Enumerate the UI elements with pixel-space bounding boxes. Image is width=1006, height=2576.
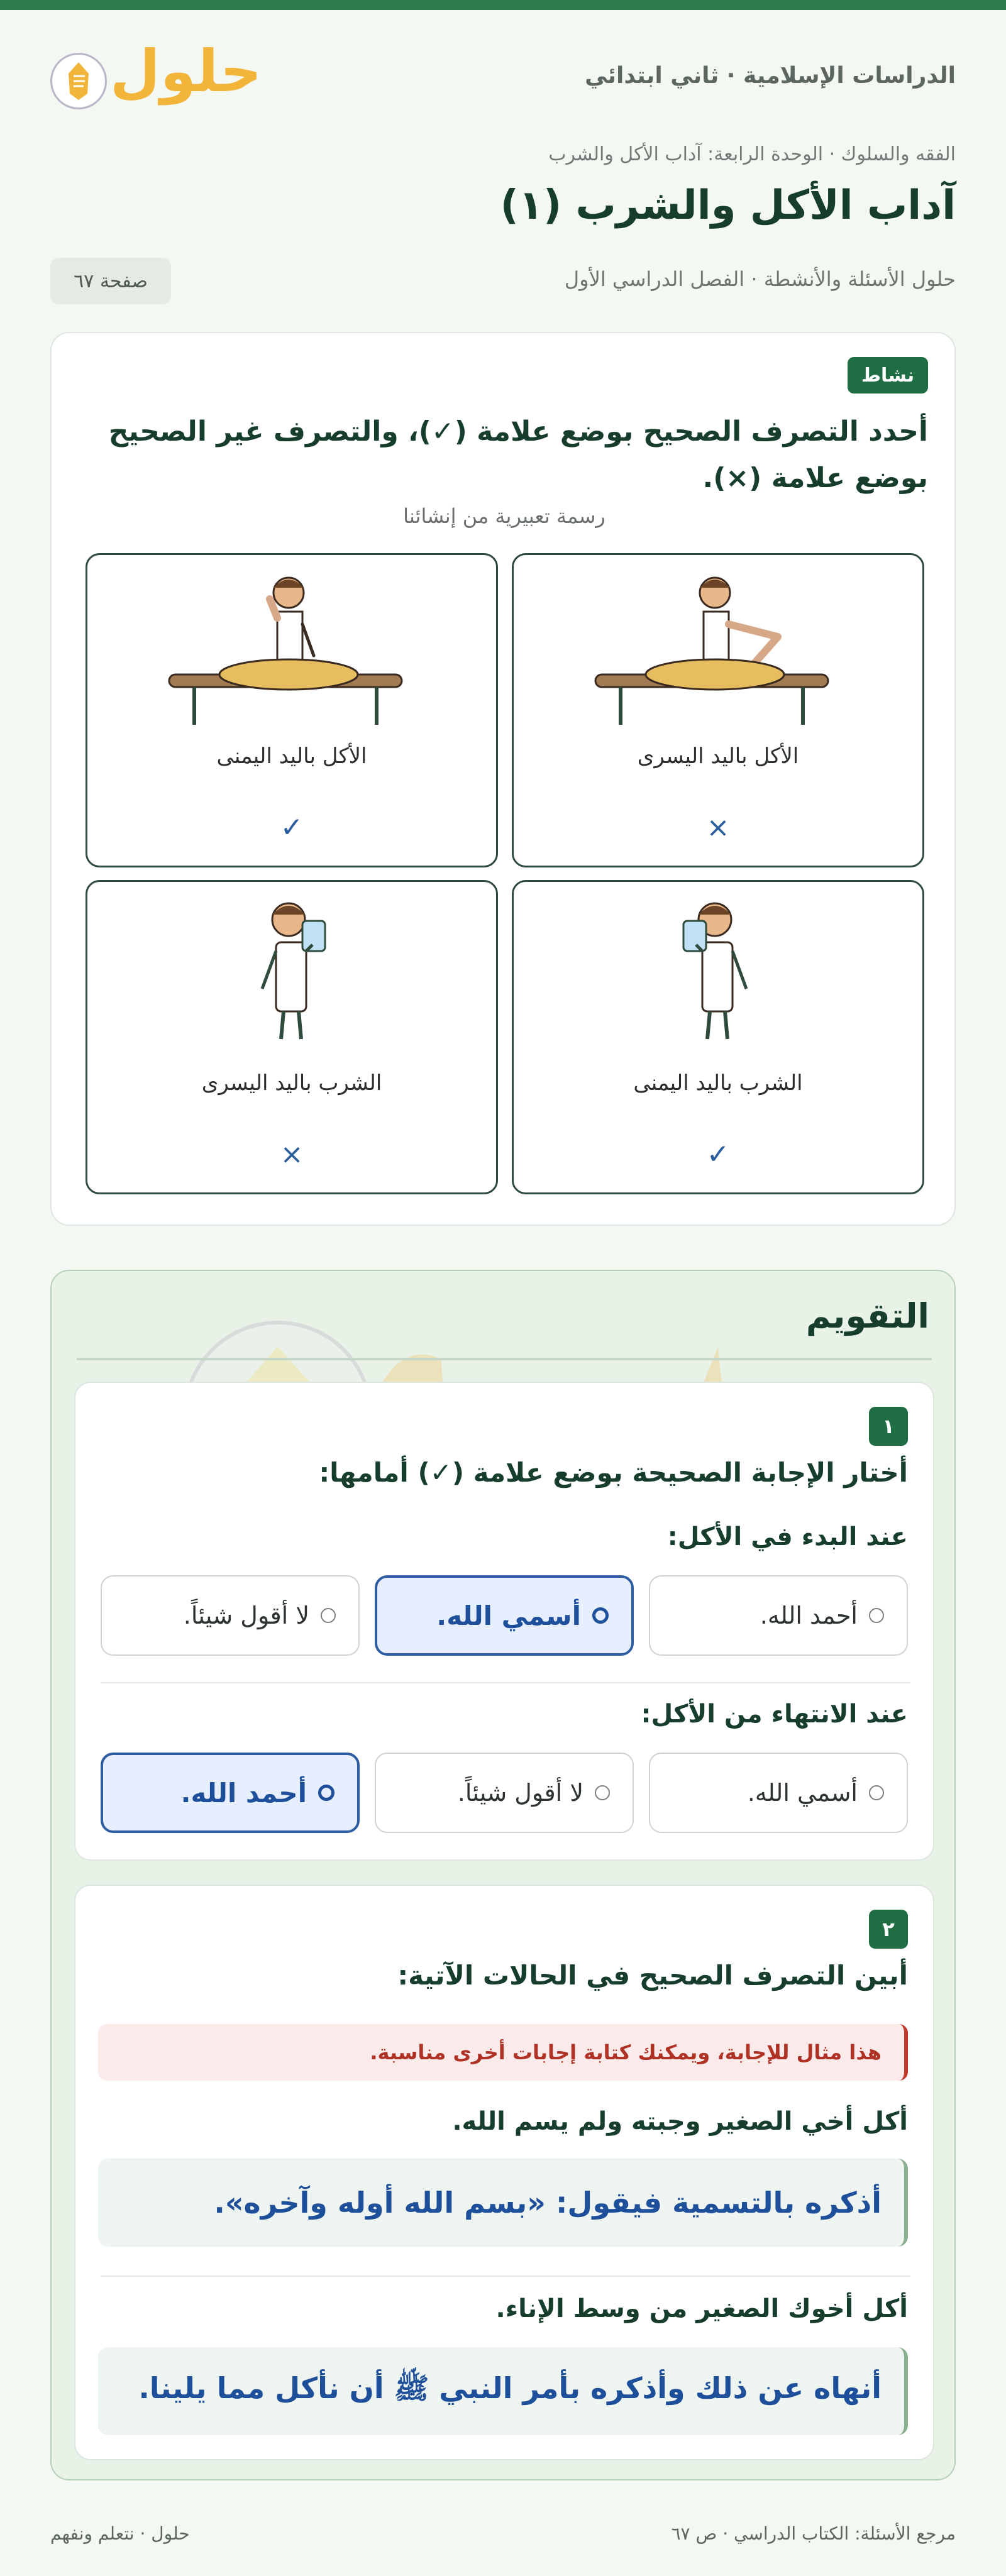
situation-text: أكل أخوك الصغير من وسط الإناء. — [495, 2294, 908, 2323]
drinking-illustration-icon — [87, 882, 496, 1071]
answer-option-selected[interactable] — [101, 1753, 360, 1833]
activity-card — [50, 332, 956, 1226]
option-label: أسمي الله. — [436, 1600, 581, 1631]
tile-mark-cross: × — [706, 812, 730, 844]
breadcrumb: الفقه والسلوك · الوحدة الرابعة: آداب الأكل والشرب — [548, 143, 956, 165]
tile-label: الشرب باليد اليمنى — [633, 1071, 803, 1096]
activity-tile-drink-right — [512, 880, 924, 1194]
question-prompt: أبين التصرف الصحيح في الحالات الآتية: — [397, 1960, 908, 1991]
site-logo[interactable] — [50, 38, 262, 113]
answer-option[interactable] — [649, 1753, 908, 1833]
option-label: أحمد الله. — [180, 1777, 307, 1808]
question-number: ٢ — [869, 1910, 908, 1949]
question-number: ١ — [869, 1407, 908, 1446]
drinking-illustration-icon — [514, 882, 922, 1071]
logo-wordmark: حلول — [110, 38, 262, 105]
eating-illustration-icon — [87, 555, 496, 744]
eating-illustration-icon — [514, 555, 922, 744]
answer-box: أنهاه عن ذلك وأذكره بأمر النبي ﷺ أن نأكل مما يلينا. — [98, 2347, 908, 2435]
page-meta: حلول الأسئلة والأنشطة · الفصل الدراسي الأول — [564, 267, 956, 291]
page-title: آداب الأكل والشرب (١) — [500, 182, 956, 229]
activity-question: أحدد التصرف الصحيح بوضع علامة (✓)، والتصرف غير الصحيح بوضع علامة (×). — [108, 416, 928, 494]
subquestion-divider — [101, 1682, 910, 1683]
page-number-badge: صفحة ٦٧ — [50, 258, 171, 304]
radio-selected-icon — [592, 1607, 609, 1624]
tile-label: الشرب باليد اليسرى — [201, 1071, 382, 1096]
question-card-1 — [74, 1382, 934, 1861]
activity-tile-eat-right — [86, 553, 498, 867]
tile-label: الأكل باليد اليمنى — [216, 744, 367, 769]
answer-option-selected[interactable] — [375, 1575, 634, 1656]
answer-box: أذكره بالتسمية فيقول: «بسم الله أوله وآخره». — [98, 2159, 908, 2247]
radio-selected-icon — [318, 1785, 334, 1801]
top-accent-bar — [0, 0, 1006, 10]
option-label: أسمي الله. — [747, 1779, 858, 1807]
radio-icon — [595, 1785, 610, 1800]
option-label: أحمد الله. — [760, 1602, 858, 1629]
option-label: لا أقول شيئاً. — [183, 1602, 309, 1629]
answer-option[interactable] — [101, 1575, 360, 1656]
site-header — [50, 38, 956, 113]
subject-title: الدراسات الإسلامية · ثاني ابتدائي — [585, 63, 956, 89]
tile-label: الأكل باليد اليسرى — [637, 744, 799, 769]
case-divider — [101, 2276, 910, 2277]
activity-tile-drink-left — [86, 880, 498, 1194]
evaluation-title: التقويم — [805, 1296, 929, 1336]
evaluation-section — [50, 1270, 956, 2480]
illustration-caption: رسمة تعبيرية من إنشائنا — [403, 504, 605, 528]
radio-icon — [869, 1608, 884, 1623]
activity-tile-eat-left — [512, 553, 924, 867]
subquestion-label: عند البدء في الأكل: — [667, 1522, 908, 1551]
tile-mark-check: ✓ — [280, 812, 304, 844]
answer-option[interactable] — [375, 1753, 634, 1833]
situation-text: أكل أخي الصغير وجبته ولم يسم الله. — [452, 2107, 908, 2136]
option-label: لا أقول شيئاً. — [457, 1779, 583, 1807]
evaluation-divider — [77, 1358, 932, 1360]
answer-note: هذا مثال للإجابة، ويمكنك كتابة إجابات أخرى مناسبة. — [98, 2024, 908, 2081]
footer-brand: حلول · نتعلم ونفهم — [50, 2523, 190, 2544]
footer-reference: مرجع الأسئلة: الكتاب الدراسي · ص ٦٧ — [671, 2523, 956, 2544]
logo-emblem-icon — [50, 53, 107, 109]
radio-icon — [869, 1785, 884, 1800]
question-prompt: أختار الإجابة الصحيحة بوضع علامة (✓) أمامها: — [319, 1457, 908, 1488]
radio-icon — [321, 1608, 336, 1623]
answer-option[interactable] — [649, 1575, 908, 1656]
tile-mark-cross: × — [280, 1138, 304, 1170]
activity-badge: نشاط — [848, 357, 928, 394]
subquestion-label: عند الانتهاء من الأكل: — [641, 1700, 908, 1729]
tile-mark-check: ✓ — [706, 1138, 730, 1170]
question-card-2 — [74, 1885, 934, 2460]
